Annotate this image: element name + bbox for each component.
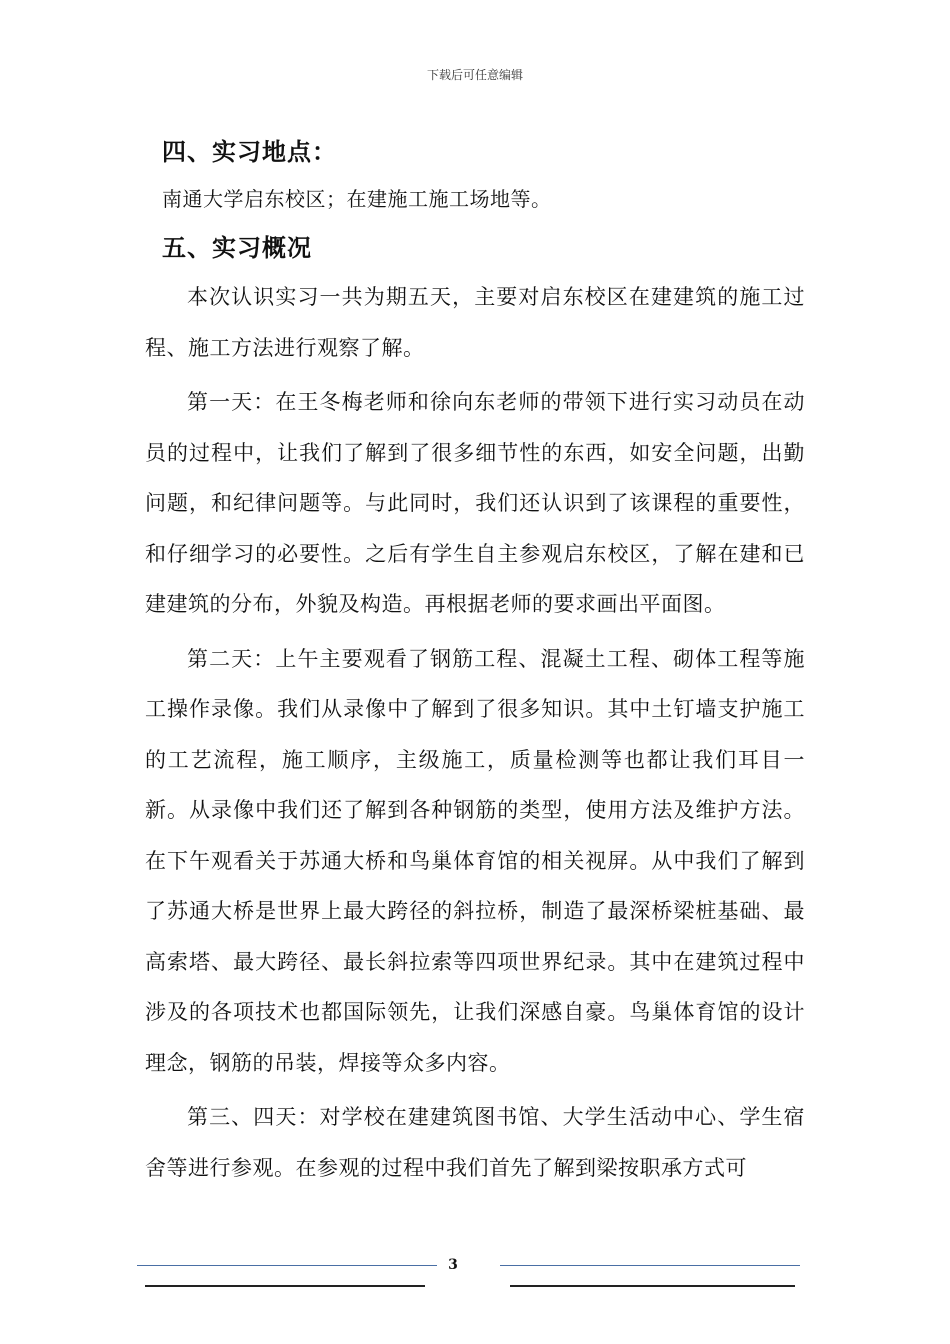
footer-rule-right-top	[500, 1265, 800, 1266]
section-heading-location: 四、实习地点：	[162, 137, 337, 166]
document-body	[145, 128, 805, 1197]
section-heading-overview: 五、实习概况	[162, 233, 312, 262]
paragraph-day-one: 第一天：在王冬梅老师和徐向东老师的带领下进行实习动员在动员的过程中，让我们了解到了很多细节性的东西，如安全问题，出勤问题，和纪律问题等。与此同时，我们还认识到了该课程的重要性，和仔细学习的必要性。之后有学生自主参观启东校区，了解在建和已建建筑的分布，外貌及构造。再根据老师的要求画出平面图。	[145, 390, 805, 616]
footer-rule-left-top	[137, 1265, 437, 1266]
footer-rule-right-bottom	[510, 1285, 795, 1287]
paragraph-day-two: 第二天：上午主要观看了钢筋工程、混凝土工程、砌体工程等施工操作录像。我们从录像中了解到了很多知识。其中土钉墙支护施工的工艺流程，施工顺序，主级施工，质量检测等也都让我们耳目一新。从录像中我们还了解到各种钢筋的类型，使用方法及维护方法。在下午观看关于苏通大桥和鸟巢体育馆的相关视屏。从中我们了解到了苏通大桥是世界上最大跨径的斜拉桥，制造了最深桥梁桩基础、最高索塔、最大跨径、最长斜拉索等四项世界纪录。其中在建筑过程中涉及的各项技术也都国际领先，让我们深感自豪。鸟巢体育馆的设计理念，钢筋的吊装，焊接等众多内容。	[145, 646, 805, 1075]
header-note: 下载后可任意编辑	[426, 68, 523, 82]
footer-rule-left-bottom	[145, 1285, 425, 1287]
page-number: 3	[448, 1257, 458, 1273]
paragraph-day-three-four: 第三、四天：对学校在建建筑图书馆、大学生活动中心、学生宿舍等进行参观。在参观的过程中我们首先了解到梁按职承方式可	[145, 1105, 805, 1180]
paragraph-intro: 本次认识实习一共为期五天，主要对启东校区在建建筑的施工过程、施工方法进行观察了解。	[145, 285, 805, 360]
location-text: 南通大学启东校区；在建施工施工场地等。	[162, 187, 552, 211]
